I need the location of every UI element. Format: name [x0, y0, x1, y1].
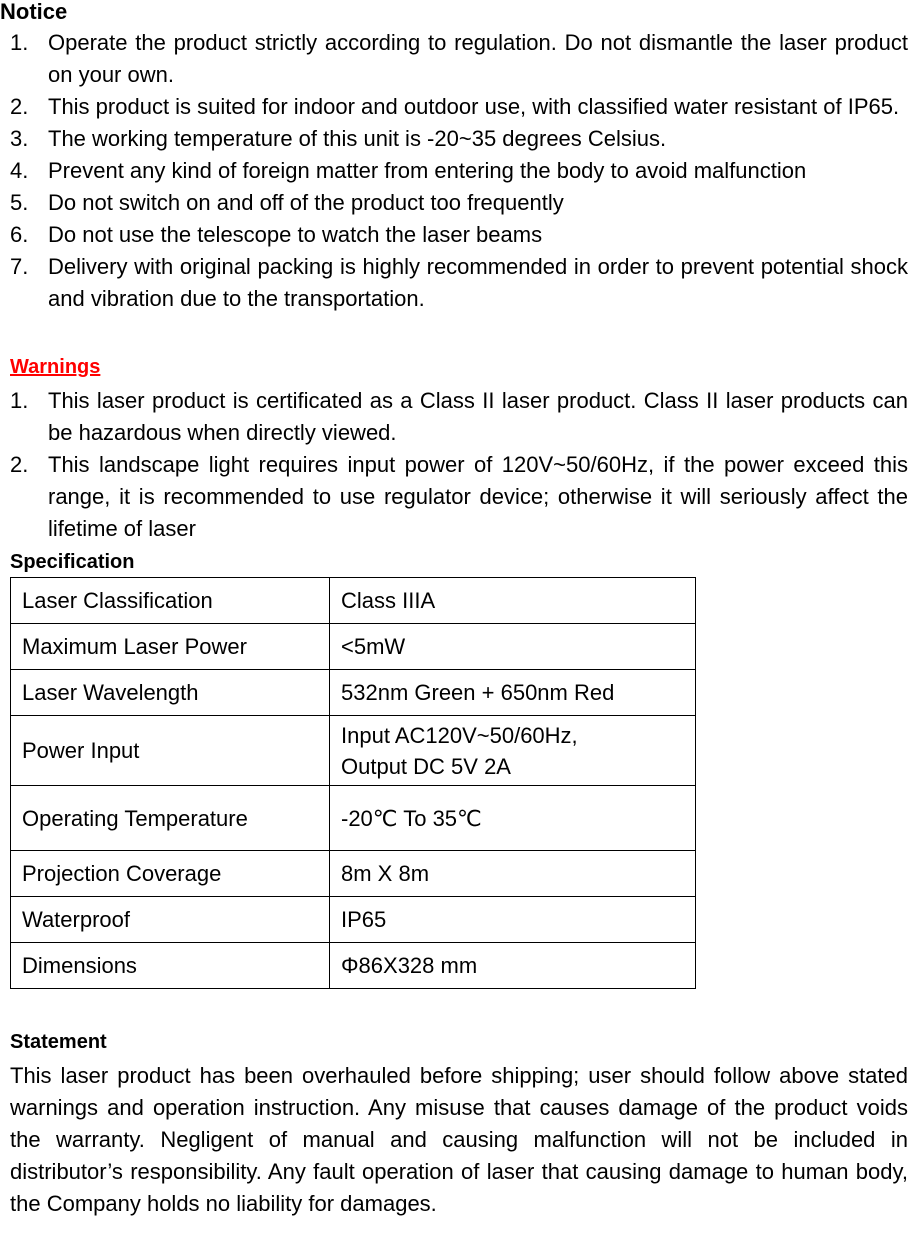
notice-item-text: Operate the product strictly according to regulation. Do not dismantle the laser product on your own. — [48, 30, 908, 87]
spec-label: Laser Classification — [11, 578, 330, 624]
spec-value: Φ86X328 mm — [330, 943, 696, 989]
table-row — [11, 716, 696, 786]
table-row — [11, 624, 696, 670]
spec-value-line: Input AC120V~50/60Hz, — [341, 722, 578, 748]
spec-value — [330, 716, 696, 786]
table-row — [11, 786, 696, 851]
list-number: 5. — [10, 190, 29, 215]
notice-item-text: The working temperature of this unit is -20~35 degrees Celsius. — [48, 126, 667, 151]
table-row — [11, 670, 696, 716]
spec-label: Maximum Laser Power — [11, 624, 330, 670]
spec-label: Laser Wavelength — [11, 670, 330, 716]
specification-heading: Specification — [10, 551, 135, 573]
warnings-list — [10, 385, 908, 545]
statement-paragraph: This laser product has been overhauled before shipping; user should follow above stated warnings and operation instruction. Any misuse that causes damage of the product voids the warranty. Negligent of manual and causing malfunction will not be included in distributor’s responsibility. Any fault operation of laser that causing damage to human body, the Company holds no liability for damages. — [10, 1063, 908, 1216]
spec-value: Class IIIA — [330, 578, 696, 624]
list-number: 1. — [10, 388, 29, 413]
table-row — [11, 943, 696, 989]
spec-value: <5mW — [330, 624, 696, 670]
warning-item-text: This laser product is certificated as a Class II laser product. Class II laser products can be hazardous when directly viewed. — [48, 388, 908, 445]
list-number: 4. — [10, 158, 29, 183]
list-number: 7. — [10, 254, 29, 279]
spec-value: 8m X 8m — [330, 851, 696, 897]
list-number: 1. — [10, 30, 29, 55]
table-row — [11, 897, 696, 943]
notice-item-7 — [10, 251, 908, 315]
notice-item-2 — [10, 91, 908, 123]
notice-item-text: Delivery with original packing is highly recommended in order to prevent potential shock and vibration due to the transportation. — [48, 254, 908, 311]
list-number: 2. — [10, 452, 29, 477]
notice-item-6 — [10, 219, 908, 251]
spec-label: Operating Temperature — [11, 786, 330, 851]
spec-value-line: Output DC 5V 2A — [341, 753, 511, 779]
list-number: 6. — [10, 222, 29, 247]
warnings-heading: Warnings — [10, 356, 101, 378]
statement-heading: Statement — [10, 1031, 107, 1053]
notice-heading: Notice — [0, 0, 68, 24]
table-row — [11, 851, 696, 897]
spec-label: Projection Coverage — [11, 851, 330, 897]
notice-item-text: Do not switch on and off of the product too frequently — [48, 190, 564, 215]
spec-value: -20℃ To 35℃ — [330, 786, 696, 851]
spec-value: 532nm Green + 650nm Red — [330, 670, 696, 716]
warning-item-text: This landscape light requires input power of 120V~50/60Hz, if the power exceed this range, it is recommended to use regulator device; otherwise it will seriously affect the lifetime of laser — [48, 452, 908, 541]
notice-item-text: Prevent any kind of foreign matter from entering the body to avoid malfunction — [48, 158, 807, 183]
list-number: 3. — [10, 126, 29, 151]
spec-value: IP65 — [330, 897, 696, 943]
specification-table — [10, 577, 696, 989]
warning-item-1 — [10, 385, 908, 449]
spec-label: Dimensions — [11, 943, 330, 989]
spec-label: Waterproof — [11, 897, 330, 943]
notice-item-4 — [10, 155, 908, 187]
notice-item-1 — [10, 27, 908, 91]
notice-item-text: This product is suited for indoor and outdoor use, with classified water resistant of IP65. — [48, 94, 900, 119]
notice-item-5 — [10, 187, 908, 219]
list-number: 2. — [10, 94, 29, 119]
warning-item-2 — [10, 449, 908, 545]
notice-list — [10, 27, 908, 315]
notice-item-text: Do not use the telescope to watch the laser beams — [48, 222, 543, 247]
notice-item-3 — [10, 123, 908, 155]
spec-label: Power Input — [11, 716, 330, 786]
table-row — [11, 578, 696, 624]
